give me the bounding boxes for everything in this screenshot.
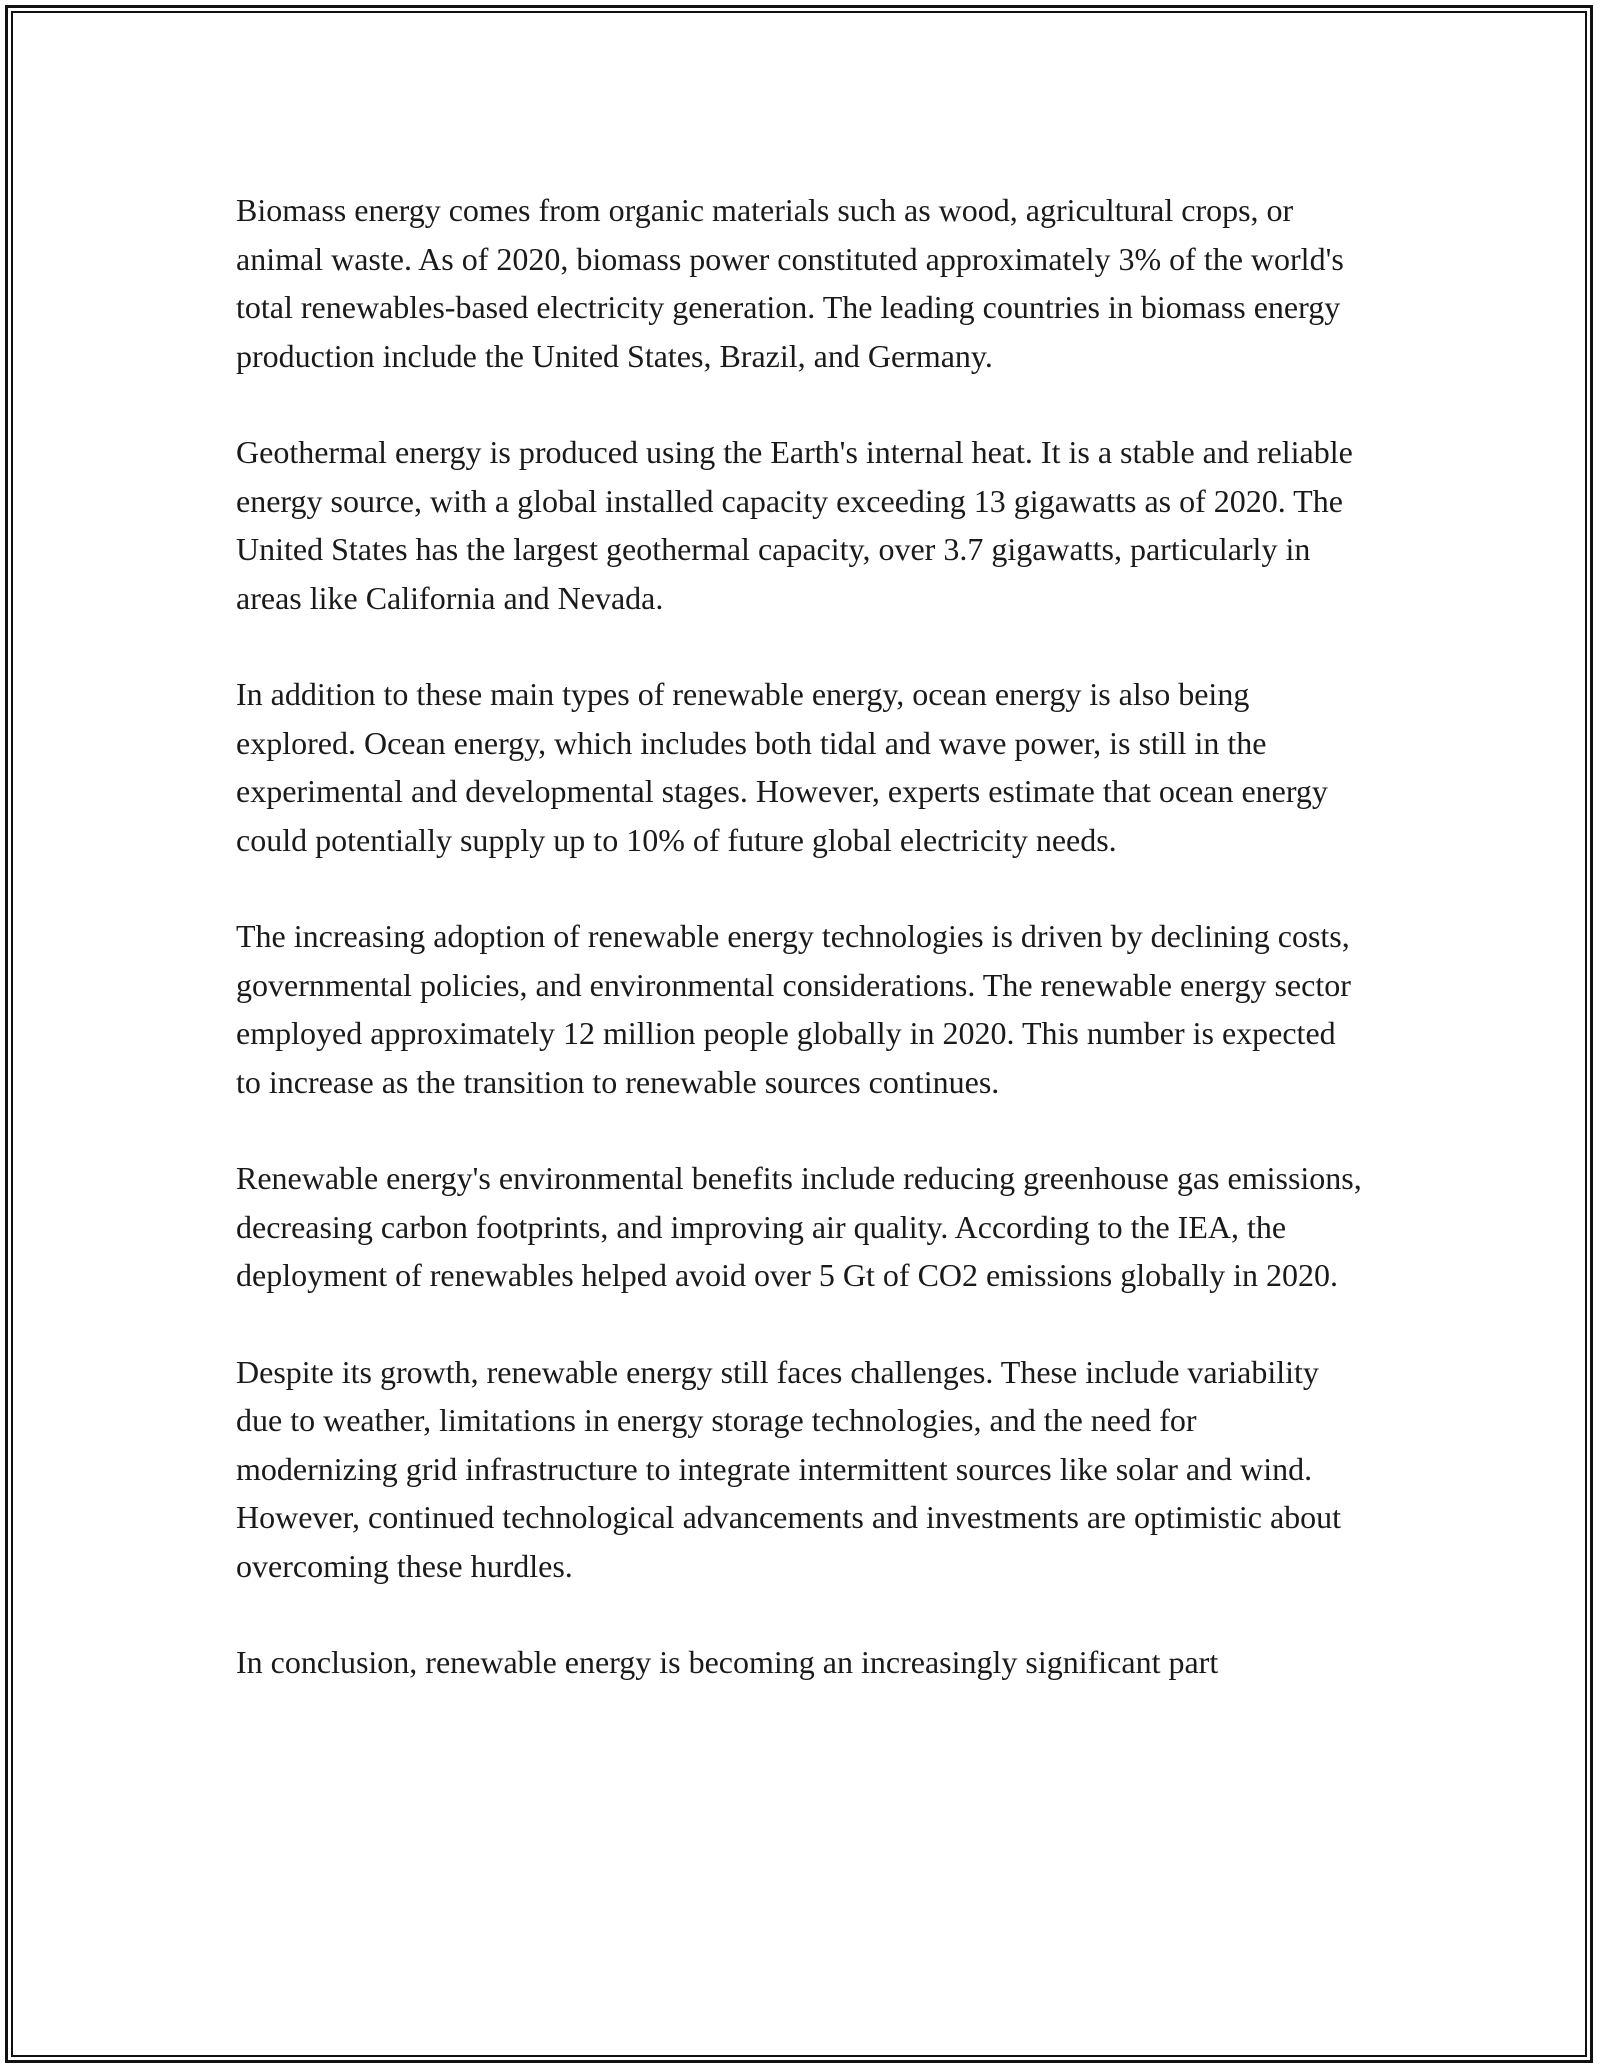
paragraph-geothermal: Geothermal energy is produced using the Earth's internal heat. It is a stable and reliable energy source, with a global installed capacity exceeding 13 gigawatts as of 2020. The United States has the largest geothermal capacity, over 3.7 gigawatts, particularly in areas like California and Nevada. xyxy=(236,434,1353,616)
paragraph-challenges: Despite its growth, renewable energy still faces challenges. These include variability due to weather, limitations in energy storage technologies, and the need for modernizing grid infrastructure to integrate intermittent sources like solar and wind. However, continued technological advancements and investments are optimistic about overcoming these hurdles. xyxy=(236,1353,1342,1584)
paragraph-environmental-benefits: Renewable energy's environmental benefits include reducing greenhouse gas emissions, decreasing carbon footprints, and improving air quality. According to the IEA, the deployment of renewables helped avoid over 5 Gt of CO2 emissions globally in 2020. xyxy=(236,1160,1362,1293)
paragraph-ocean-energy: In addition to these main types of renewable energy, ocean energy is also being explored. Ocean energy, which includes both tidal and wave power, is still in the experimental and developmental stages. However, experts estimate that ocean energy could potentially supply up to 10% of future global electricity needs. xyxy=(236,676,1328,858)
paragraph-biomass: Biomass energy comes from organic materials such as wood, agricultural crops, or animal waste. As of 2020, biomass power constituted approximately 3% of the world's total renewables-based electricity generation. The leading countries in biomass energy production include the United States, Brazil, and Germany. xyxy=(236,192,1344,374)
document-body xyxy=(236,186,1364,1735)
paragraph-adoption: The increasing adoption of renewable energy technologies is driven by declining costs, governmental policies, and environmental considerations. The renewable energy sector employed approximately 12 million people globally in 2020. This number is expected to increase as the transition to renewable sources continues. xyxy=(236,918,1351,1100)
paragraph-conclusion: In conclusion, renewable energy is becoming an increasingly significant part xyxy=(236,1644,1219,1680)
